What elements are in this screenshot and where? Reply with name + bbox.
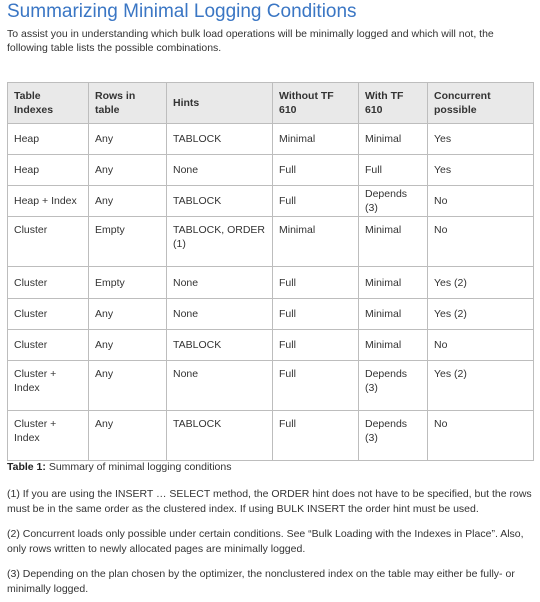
table-row	[8, 411, 534, 461]
table-cell: None	[167, 267, 273, 299]
table-cell: Full	[273, 155, 359, 186]
table-cell: Cluster + Index	[8, 411, 89, 461]
table-cell: Minimal	[359, 330, 428, 361]
table-cell: Minimal	[359, 299, 428, 330]
table-cell: Yes (2)	[428, 267, 534, 299]
table-cell: Minimal	[273, 124, 359, 155]
table-row	[8, 124, 534, 155]
table-caption	[7, 461, 232, 473]
table-cell: Cluster	[8, 299, 89, 330]
header-without-tf-610: Without TF 610	[273, 83, 359, 124]
table-cell: No	[428, 186, 534, 217]
table-cell: Heap	[8, 124, 89, 155]
table-cell: No	[428, 411, 534, 461]
table-cell: Minimal	[359, 217, 428, 267]
table-cell: Heap + Index	[8, 186, 89, 217]
footnote-1: (1) If you are using the INSERT … SELECT method, the ORDER hint does not have to be specified, but the rows must be in the same order as the clustered index. If using BULK INSERT the order hint must be used.	[7, 488, 532, 515]
table-cell: Yes	[428, 155, 534, 186]
table-cell: Yes	[428, 124, 534, 155]
table-cell: Any	[89, 299, 167, 330]
table-cell: None	[167, 299, 273, 330]
table-cell: Empty	[89, 217, 167, 267]
table-cell: Any	[89, 361, 167, 411]
table-cell: Full	[273, 411, 359, 461]
logging-conditions-table	[7, 82, 534, 461]
table-cell: None	[167, 361, 273, 411]
table-cell: Full	[273, 186, 359, 217]
table-row	[8, 267, 534, 299]
table-row	[8, 186, 534, 217]
table-header-row	[8, 83, 534, 124]
table-cell: No	[428, 217, 534, 267]
table-row	[8, 299, 534, 330]
table-cell: TABLOCK	[167, 330, 273, 361]
header-table-indexes: Table Indexes	[8, 83, 89, 124]
page-title: Summarizing Minimal Logging Conditions	[7, 1, 357, 22]
footnote-3: (3) Depending on the plan chosen by the optimizer, the nonclustered index on the table may either be fully- or minimally logged.	[7, 568, 515, 595]
table-cell: None	[167, 155, 273, 186]
header-concurrent-possible: Concurrent possible	[428, 83, 534, 124]
table-row	[8, 361, 534, 411]
table-cell: Depends (3)	[359, 361, 428, 411]
table-row	[8, 330, 534, 361]
table-cell: Any	[89, 411, 167, 461]
table-cell: Depends (3)	[359, 411, 428, 461]
table-cell: No	[428, 330, 534, 361]
footnote-2: (2) Concurrent loads only possible under certain conditions. See “Bulk Loading with the Indexes in Place”. Also, only rows written to newly allocated pages are minimally logged.	[7, 528, 524, 555]
table-cell: Empty	[89, 267, 167, 299]
table-cell: TABLOCK	[167, 124, 273, 155]
table-cell: Any	[89, 124, 167, 155]
table-cell: TABLOCK	[167, 186, 273, 217]
table-row	[8, 155, 534, 186]
table-caption-text: Summary of minimal logging conditions	[45, 461, 232, 473]
header-rows-in-table: Rows in table	[89, 83, 167, 124]
table-cell: Minimal	[359, 124, 428, 155]
table-cell: Full	[273, 299, 359, 330]
table-cell: Minimal	[273, 217, 359, 267]
table-cell: Full	[273, 267, 359, 299]
table-cell: Any	[89, 330, 167, 361]
intro-paragraph: To assist you in understanding which bulk load operations will be minimally logged and which will not, the following table lists the possible combinations.	[7, 28, 494, 54]
table-cell: Full	[273, 330, 359, 361]
table-cell: TABLOCK	[167, 411, 273, 461]
table-cell: Full	[359, 155, 428, 186]
header-hints: Hints	[167, 83, 273, 124]
table-cell: Cluster	[8, 330, 89, 361]
table-cell: Cluster	[8, 267, 89, 299]
table-cell: TABLOCK, ORDER (1)	[167, 217, 273, 267]
table-cell: Depends (3)	[359, 186, 428, 217]
table-cell: Cluster	[8, 217, 89, 267]
table-cell: Minimal	[359, 267, 428, 299]
table-cell: Heap	[8, 155, 89, 186]
header-with-tf-610: With TF 610	[359, 83, 428, 124]
table-cell: Any	[89, 186, 167, 217]
table-cell: Full	[273, 361, 359, 411]
table-row	[8, 217, 534, 267]
table-cell: Yes (2)	[428, 361, 534, 411]
table-cell: Yes (2)	[428, 299, 534, 330]
table-cell: Cluster + Index	[8, 361, 89, 411]
table-cell: Any	[89, 155, 167, 186]
table-caption-label: Table 1:	[7, 461, 46, 473]
